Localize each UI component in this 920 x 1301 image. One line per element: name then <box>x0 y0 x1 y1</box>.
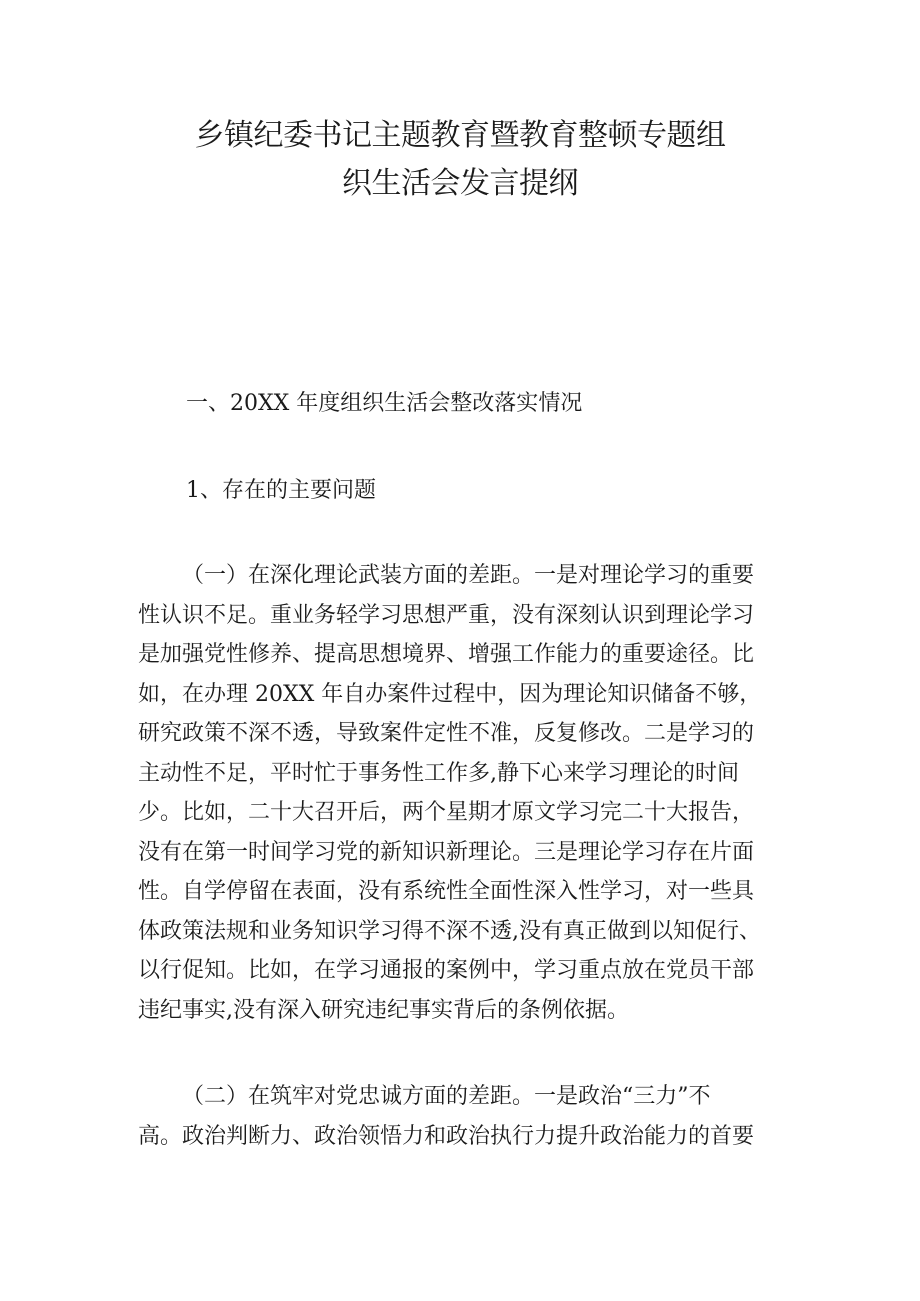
paragraph-line: 以行促知。比如，在学习通报的案例中，学习重点放在党员干部 <box>138 958 755 983</box>
paragraph-line: 高。政治判断力、政治领悟力和政治执行力提升政治能力的首要 <box>138 1123 755 1149</box>
paragraph-line: 体政策法规和业务知识学习得不深不透,没有真正做到以知促行、 <box>138 918 761 944</box>
subsection-heading: 1、存在的主要问题 <box>186 478 376 503</box>
paragraph-1 <box>138 556 786 1030</box>
paragraph-line: （一）在深化理论武装方面的差距。一是对理论学习的重要 <box>182 563 755 588</box>
paragraph-line: 性。自学停留在表面，没有系统性全面性深入性学习，对一些具 <box>138 879 755 904</box>
paragraph-line: 性认识不足。重业务轻学习思想严重，没有深刻认识到理论学习 <box>138 602 755 628</box>
title-line-1: 乡镇纪委书记主题教育暨教育整顿专题组 <box>194 118 726 153</box>
paragraph-line: 是加强党性修养、提高思想境界、增强工作能力的重要途径。比 <box>138 642 755 667</box>
paragraph-line: 少。比如，二十大召开后，两个星期才原文学习完二十大报告， <box>138 800 755 825</box>
document-title <box>140 112 780 208</box>
paragraph-line: 违纪事实,没有深入研究违纪事实背后的条例依据。 <box>138 997 629 1023</box>
paragraph-line: 如，在办理 20XX 年自办案件过程中，因为理论知识储备不够， <box>138 681 762 707</box>
title-line-2: 织生活会发言提纲 <box>342 166 578 201</box>
paragraph-line: 研究政策不深不透，导致案件定性不准，反复修改。二是学习的 <box>138 721 755 746</box>
paragraph-line: （二）在筑牢对党忠诚方面的差距。一是政治“三力”不 <box>182 1084 711 1109</box>
section-heading: 一、20XX 年度组织生活会整改落实情况 <box>186 391 583 416</box>
paragraph-line: 没有在第一时间学习党的新知识新理论。三是理论学习存在片面 <box>138 839 755 865</box>
paragraph-2 <box>138 1077 786 1156</box>
paragraph-line: 主动性不足，平时忙于事务性工作多,静下心来学习理论的时间 <box>138 760 739 786</box>
